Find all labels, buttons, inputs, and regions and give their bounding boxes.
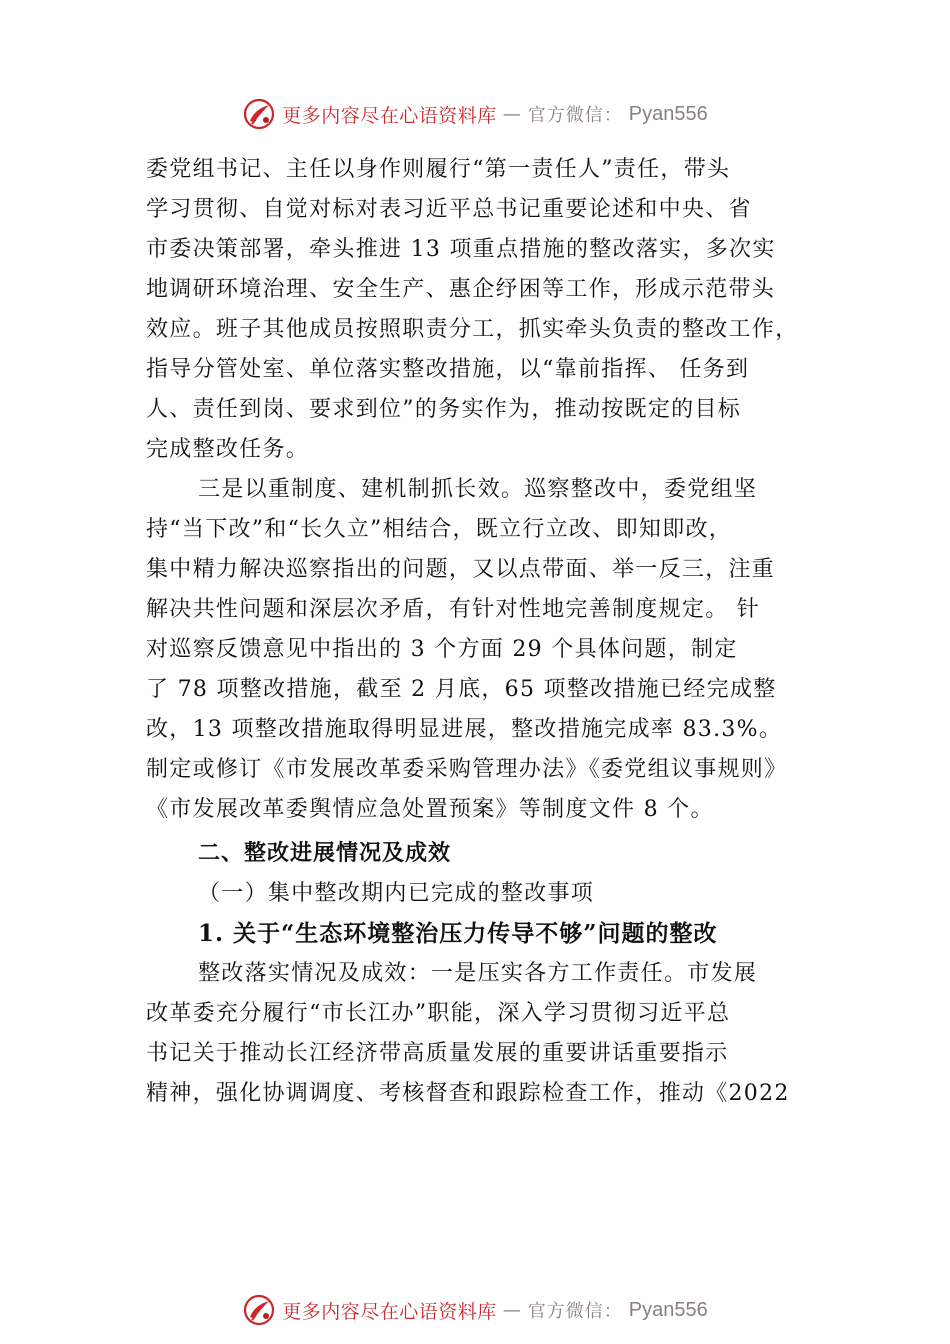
watermark-dash: —: [502, 103, 522, 125]
body-line: 地调研环境治理、安全生产、惠企纾困等工作，形成示范带头: [146, 277, 776, 302]
body-line: 《市发展改革委舆情应急处置预案》等制度文件 8 个。: [146, 797, 714, 822]
body-line: 改革委充分履行“市长江办”职能，深入学习贯彻习近平总: [146, 1001, 731, 1026]
watermark-text: 更多内容尽在心语资料库: [282, 1300, 497, 1323]
body-line: 学习贯彻、自觉对标对表习近平总书记重要论述和中央、省: [146, 197, 752, 222]
body-line: 整改落实情况及成效：一是压实各方工作责任。市发展: [198, 961, 758, 986]
pen-seal-icon: [242, 1293, 276, 1327]
body-line: 指导分管处室、单位落实整改措施，以“靠前指挥、 任务到: [146, 357, 750, 382]
body-line: 完成整改任务。: [146, 437, 310, 462]
body-line: 集中精力解决巡察指出的问题，又以点带面、举一反三，注重: [146, 557, 776, 582]
body-line: 改，13 项整改措施取得明显进展，整改措施完成率 83.3%。: [146, 717, 783, 742]
body-line: 市委决策部署，牵头推进 13 项重点措施的整改落实，多次实: [146, 237, 776, 262]
body-line: 了 78 项整改措施，截至 2 月底，65 项整改措施已经完成整: [146, 677, 777, 702]
subsection-heading: （一）集中整改期内已完成的整改事项: [198, 881, 595, 906]
body-line: 制定或修订《市发展改革委采购管理办法》《委党组议事规则》: [146, 757, 788, 782]
body-line: 书记关于推动长江经济带高质量发展的重要讲话重要指示: [146, 1041, 729, 1066]
item-heading: 1. 关于“生态环境整治压力传导不够”问题的整改: [198, 920, 718, 947]
body-line: 委党组书记、主任以身作则履行“第一责任人”责任，带头: [146, 157, 731, 182]
watermark-wechat-label: 官方微信：: [527, 1301, 623, 1322]
watermark-wechat-id: Pyan556: [628, 1298, 708, 1321]
body-line: 持“当下改”和“长久立”相结合，既立行立改、即知即改，: [146, 517, 733, 542]
watermark-wechat-label: 官方微信：: [527, 105, 623, 126]
body-line: 解决共性问题和深层次矛盾，有针对性地完善制度规定。 针: [146, 597, 761, 622]
watermark-text: 更多内容尽在心语资料库: [282, 104, 497, 127]
body-line: 对巡察反馈意见中指出的 3 个方面 29 个具体问题，制定: [146, 637, 738, 662]
pen-seal-icon: [242, 97, 276, 131]
body-line: 三是以重制度、建机制抓长效。巡察整改中，委党组坚: [198, 477, 758, 502]
body-line: 人、责任到岗、要求到位”的务实作为，推动按既定的目标: [146, 397, 742, 422]
body-line: 精神，强化协调调度、考核督查和跟踪检查工作，推动《2022: [146, 1081, 790, 1106]
watermark-banner-bottom: [0, 1292, 950, 1328]
watermark-dash: —: [502, 1299, 522, 1321]
watermark-wechat-id: Pyan556: [628, 102, 708, 125]
document-body: [146, 150, 846, 1114]
section-heading: 二、整改进展情况及成效: [198, 841, 452, 866]
body-line: 效应。班子其他成员按照职责分工，抓实牵头负责的整改工作，: [146, 317, 799, 342]
watermark-banner-top: [0, 96, 950, 132]
